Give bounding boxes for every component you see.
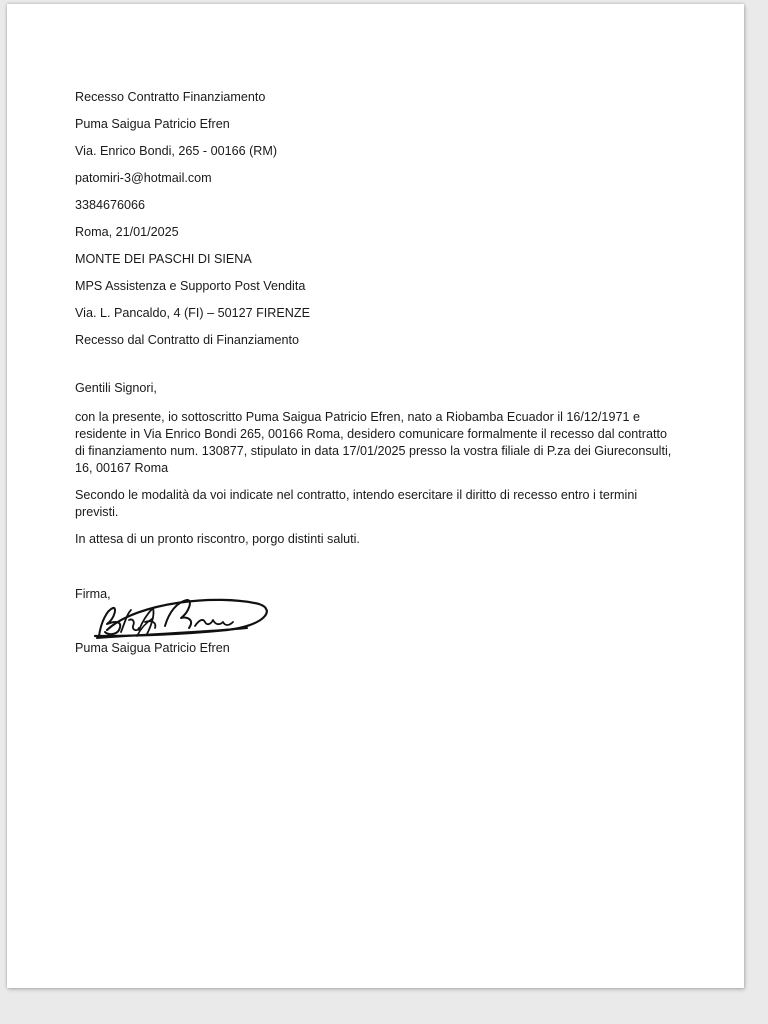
recipient-address: Via. L. Pancaldo, 4 (FI) – 50127 FIRENZE — [75, 306, 310, 320]
signature-label: Firma, — [75, 587, 111, 601]
object-line: Recesso dal Contratto di Finanziamento — [75, 333, 300, 347]
salutation: Gentili Signori, — [75, 381, 157, 395]
closing-paragraph: In attesa di un pronto riscontro, porgo distinti saluti. — [75, 532, 360, 546]
recipient-department: MPS Assistenza e Supporto Post Vendita — [75, 279, 306, 293]
sender-name: Puma Saigua Patricio Efren — [75, 117, 230, 131]
place-date: Roma, 21/01/2025 — [75, 225, 179, 239]
subject-line: Recesso Contratto Finanziamento — [75, 90, 266, 104]
signature-printed-name: Puma Saigua Patricio Efren — [75, 641, 230, 655]
sender-email: patomiri-3@hotmail.com — [75, 171, 212, 185]
letter-content — [75, 84, 675, 658]
handwritten-signature — [77, 592, 277, 644]
sender-phone: 3384676066 — [75, 198, 146, 212]
document-page — [7, 4, 744, 988]
recipient-bank: MONTE DEI PASCHI DI SIENA — [75, 252, 252, 266]
body-paragraph-2: Secondo le modalità da voi indicate nel contratto, intendo esercitare il diritto di recesso entro i termini previsti. — [75, 488, 638, 519]
sender-address: Via. Enrico Bondi, 265 - 00166 (RM) — [75, 144, 278, 158]
signature-block — [75, 578, 675, 658]
body-paragraph-1: con la presente, io sottoscritto Puma Saigua Patricio Efren, nato a Riobamba Ecuador il 16/12/1971 e residente in Via Enrico Bondi 265, 00166 Roma, desidero comunicare formalmente il recesso dal contratto di finanziamento num. 130877, stipulato in data 17/01/2025 presso la vostra filiale di P.za dei Giureconsulti, 16, 00167 Roma — [75, 410, 672, 475]
